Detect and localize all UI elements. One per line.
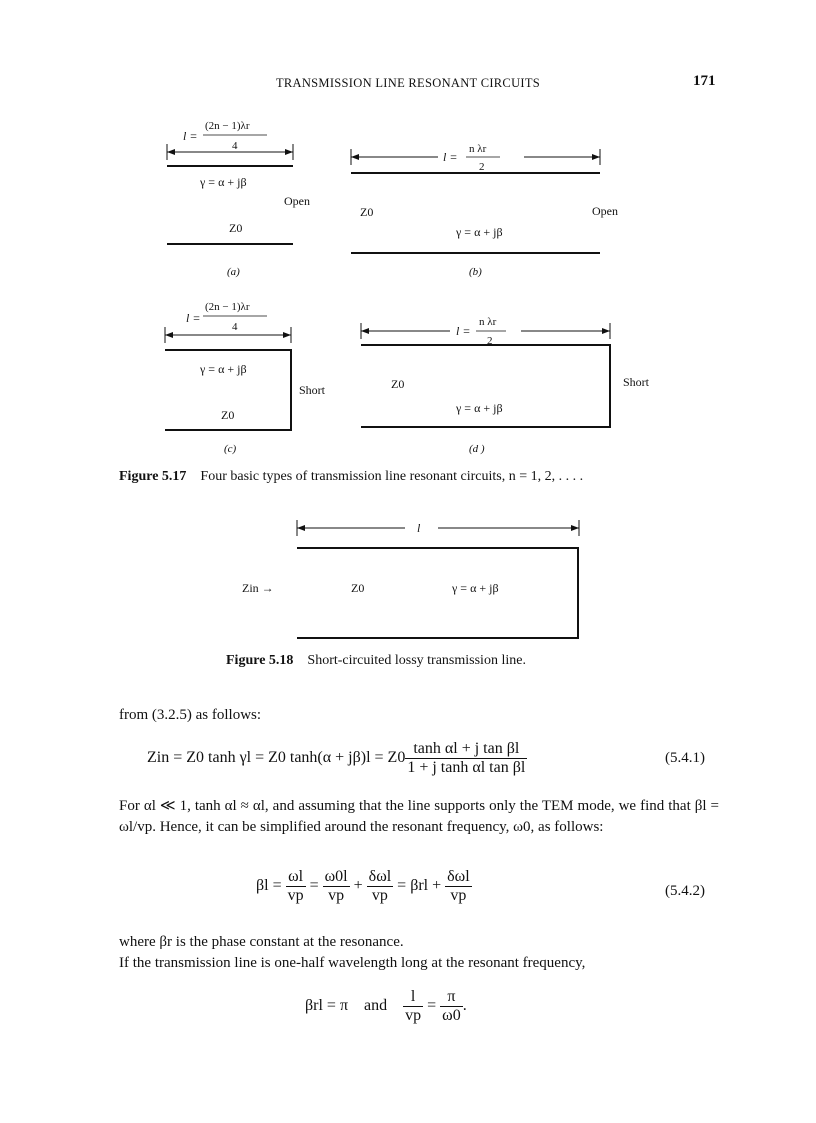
eq3-lhs: βrl = π (305, 997, 349, 1015)
d-panel-label: (d ) (469, 443, 485, 455)
fig18-length-label: l (417, 521, 421, 535)
page-number: 171 (693, 73, 716, 89)
eq2-mid: = βrl + (397, 877, 442, 895)
c-panel-label: (c) (224, 443, 237, 455)
a-panel-label: (a) (227, 266, 240, 278)
running-header: TRANSMISSION LINE RESONANT CIRCUITS (275, 76, 541, 90)
eq2-frac-3-den: vp (371, 887, 388, 904)
d-impedance: Z0 (391, 377, 405, 391)
eq2-frac-1 (286, 868, 306, 905)
d-length-num: n λr (479, 316, 497, 328)
eq2-frac-1-den: vp (287, 887, 304, 904)
figure-5-18-caption-label: Figure 5.18 (226, 653, 294, 668)
eq2-number: (5.4.2) (665, 883, 705, 899)
eq1-numerator: tanh αl + j tan βl (405, 740, 527, 759)
eq3-frac-1 (403, 988, 423, 1025)
b-panel-label: (b) (469, 266, 482, 278)
eq1-denominator: 1 + j tanh αl tan βl (407, 759, 526, 776)
eq3-frac-1-den: vp (405, 1007, 422, 1024)
eq2-frac-4-num: δωl (447, 868, 470, 885)
b-termination: Open (592, 204, 618, 218)
panel-a (167, 120, 310, 278)
d-length-den: 2 (487, 335, 493, 347)
c-impedance: Z0 (221, 408, 235, 422)
eq2-frac-2 (323, 868, 350, 905)
b-length-den: 2 (479, 161, 485, 173)
figure-5-17-caption-text: Four basic types of transmission line resonant circuits, n = 1, 2, . . . . (200, 469, 584, 484)
c-gamma: γ = α + jβ (200, 362, 247, 376)
fig18-shorted-line (297, 548, 578, 638)
equation-5-4-2: βl = $\frac{\omega l}{vp}$ = $\frac{\omega 0l}{vp}$ + $\frac{\text{δωl}}{vp}$ = βrl + $\frac{\text{δωl}}{vp}$ (256, 868, 470, 904)
eq2-frac-2-num: ω0l (324, 868, 348, 885)
eq2-frac-2-den: vp (328, 887, 345, 904)
b-impedance: Z0 (360, 205, 374, 219)
a-impedance: Z0 (229, 221, 243, 235)
a-termination: Open (284, 194, 310, 208)
eq3-frac-2-den: ω0 (442, 1007, 461, 1024)
fig18-impedance: Z0 (351, 581, 365, 595)
panel-b (351, 143, 618, 278)
eq2-frac-4 (445, 868, 472, 905)
fig18-zin: Zin → (242, 581, 274, 595)
eq2-frac-3 (367, 868, 394, 905)
paragraph-3: where βr is the phase constant at the resonance. (119, 934, 404, 950)
c-length-num: (2n − 1)λr (205, 301, 250, 313)
paragraph-2: For αl ≪ 1, tanh αl ≈ αl, and assuming that the line supports only the TEM mode, we find that βl = ωl/vp. Hence, it can be simplified around the resonant frequency, ω0, as follows: (119, 798, 719, 835)
a-length-label: l = (183, 129, 198, 143)
eq1-number: (5.4.1) (665, 750, 705, 766)
eq2-lhs: βl = (256, 877, 282, 895)
panel-d (361, 316, 650, 455)
a-length-den: 4 (232, 140, 238, 152)
a-length-num: (2n − 1)λr (205, 120, 250, 132)
a-gamma: γ = α + jβ (200, 175, 247, 189)
eq3-frac-1-num: l (403, 988, 423, 1007)
c-length-label: l = (186, 311, 201, 325)
eq1-lhs: Zin = Z0 tanh γl = Z0 tanh(α + jβ)l = Z0 (147, 749, 406, 767)
c-termination: Short (299, 383, 326, 397)
equation-5-4-1 (147, 740, 527, 777)
figure-5-17-caption (119, 469, 583, 485)
d-length-label: l = (456, 324, 471, 338)
figure-5-18 (0, 500, 816, 650)
d-gamma: γ = α + jβ (456, 401, 503, 415)
eq2-frac-1-num: ωl (286, 868, 306, 887)
fig18-gamma: γ = α + jβ (452, 581, 499, 595)
eq2-frac-3-num: δωl (368, 868, 392, 885)
b-gamma: γ = α + jβ (456, 225, 503, 239)
figure-5-18-caption (226, 653, 526, 669)
paragraph-4: If the transmission line is one-half wavelength long at the resonant frequency, (119, 955, 586, 971)
paragraph-1: from (3.2.5) as follows: (119, 707, 262, 723)
eq3-and: and (364, 997, 388, 1015)
eq3-frac-2 (440, 988, 463, 1025)
panel-c (165, 301, 326, 455)
eq3-frac-2-num: π (440, 988, 463, 1007)
equation-resonance: βrl = π and $\frac{l}{vp}$ = $\frac{\pi}{\omega 0}$ . (305, 988, 467, 1024)
b-length-label: l = (443, 150, 458, 164)
eq1-fraction (405, 740, 527, 777)
c-length-den: 4 (232, 321, 238, 333)
d-termination: Short (623, 375, 650, 389)
eq2-frac-4-den: vp (450, 887, 467, 904)
figure-5-17-caption-label: Figure 5.17 (119, 469, 187, 484)
b-length-num: n λr (469, 143, 487, 155)
figure-5-17 (0, 0, 816, 470)
figure-5-18-caption-text: Short-circuited lossy transmission line. (307, 653, 526, 668)
